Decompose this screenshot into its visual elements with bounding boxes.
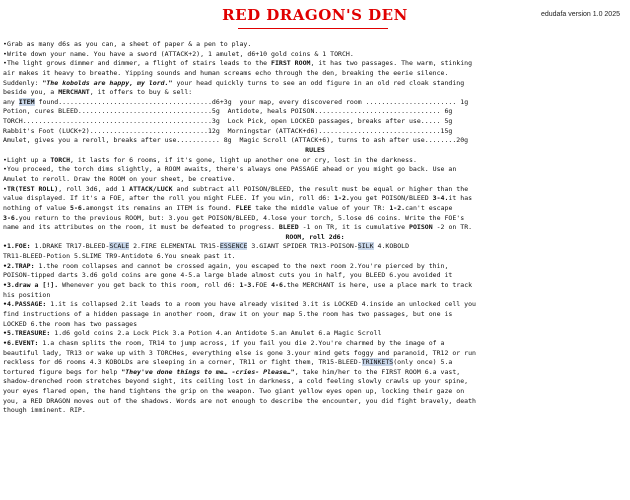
text-segment: Whenever you get back to this room, roll d6:	[58, 281, 240, 290]
text-segment: POISON-tipped darts 3.d6 gold coins are gone 4-5.a large blade almost cuts you in half, you BLEED 6.you avoided it	[3, 271, 453, 280]
text-segment: you get POISON/BLEED	[349, 194, 433, 203]
text-line	[3, 136, 627, 146]
text-line	[3, 88, 627, 98]
text-segment: it has	[448, 194, 473, 203]
highlighted-term: SCALE	[109, 242, 130, 251]
highlighted-term: SILK	[357, 242, 374, 251]
text-line	[3, 69, 627, 79]
text-segment: ATTACK/LUCK	[129, 184, 173, 193]
text-segment: beside you, a	[3, 88, 59, 97]
text-segment: •You proceed, the torch dims slightly, a ROOM awaits, there's always one PASSAGE ahead or you might go back. Use an	[3, 165, 457, 174]
text-segment: 1.it is collapsed 2.it leads to a room you have already visited 3.it is LOCKED 4.inside an unlocked cell you	[46, 300, 476, 309]
text-line	[3, 387, 627, 397]
text-line	[3, 406, 627, 416]
text-segment: TORCH................................................3g Lock Pick, open LOCKED passages, breaks after use..... 5g	[3, 117, 453, 126]
text-segment: , it has two passages. The warm, stinking	[310, 59, 473, 68]
text-segment: •5.TREASURE:	[3, 329, 51, 338]
text-segment: you return to the previous ROOM, but: 3.you get POISON/BLEED, 4.lose your torch, 5.lose d6 coins. Write the FOE's	[18, 213, 465, 222]
text-line	[3, 339, 627, 349]
text-segment: "They've done things to me… -cries- Please…"	[121, 367, 295, 376]
text-line	[3, 146, 627, 156]
text-segment: reckless for d6 rooms 4.3 KOBOLDs are sleeping in a corner, TR11 or fight them, TR15-BLEED-	[3, 358, 362, 367]
text-line	[3, 175, 627, 185]
text-segment: 3-6.	[3, 213, 19, 222]
text-segment: "The kobolds are happy, my lord."	[42, 78, 173, 87]
text-segment: 4-6.	[271, 281, 287, 290]
text-segment: MERCHANT	[58, 88, 90, 97]
text-line	[3, 329, 627, 339]
title-underline	[238, 28, 388, 29]
text-segment: •3.draw a [!].	[3, 281, 59, 290]
text-line	[3, 271, 627, 281]
text-segment: •4.PASSAGE:	[3, 300, 47, 309]
text-line	[3, 214, 627, 224]
text-segment: your head quickly turns to see an odd figure in an old red cloak standing	[172, 78, 465, 87]
text-segment: Potion, cures BLEED..................................5g Antidote, heals POISON................................ 6g	[3, 107, 453, 116]
text-line	[3, 194, 627, 204]
text-segment: •6.EVENT:	[3, 338, 39, 347]
text-segment: air makes it heavy to breathe. Yipping sounds and human screams echo through the den, breaking the eerie silence.	[3, 68, 449, 77]
text-segment: 3-4.	[432, 194, 449, 203]
text-segment: •Write down your name. You have a sword (ATTACK+2), 1 amulet, d6+10 gold coins & 1 TORCH.	[3, 49, 354, 58]
text-segment: •2.TRAP:	[3, 261, 35, 270]
text-segment: LOCKED 6.the room has two passages	[3, 319, 138, 328]
version-label: edudafa version 1.0 2025	[540, 11, 620, 18]
text-segment: TR(TEST ROLL)	[6, 184, 59, 193]
text-segment: TR11-BLEED-Potion 5.SLIME TR9-Antidote 6.You sneak past it.	[3, 252, 236, 261]
text-segment: you, a RED DRAGON moves out of the shadows. Words are not enough to describe the encounter, you did fight bravely, death	[3, 396, 476, 405]
text-segment: Amulet, gives you a reroll, breaks after use........... 8g Magic Scroll (ATTACK+6), turns to ash after use........20g	[3, 136, 469, 145]
text-segment: take the middle value of your TR:	[251, 203, 390, 212]
text-line	[3, 98, 627, 108]
text-segment: your eyes flared open, the hand tightens the grip on the weapon. Two giant yellow eyes open up, locking their gaze on	[3, 387, 465, 396]
text-line	[3, 242, 627, 252]
text-line	[3, 223, 627, 233]
text-segment: POISON	[409, 223, 433, 232]
text-segment: •The light grows dimmer and dimmer, a flight of stairs leads to the	[3, 59, 272, 68]
text-segment: find instructions of a hidden passage in another room, draw it on your map 5.the room has two passages, but one is	[3, 309, 453, 318]
text-line	[3, 127, 627, 137]
text-line	[3, 79, 627, 89]
text-segment: (only once) 5.a	[393, 358, 453, 367]
text-segment: can't escape	[405, 203, 453, 212]
text-segment: 1.DRAKE TR17-BLEED-	[30, 242, 110, 251]
text-line	[3, 252, 627, 262]
text-line	[3, 107, 627, 117]
highlighted-term: ESSENCE	[219, 242, 248, 251]
text-segment: 4.KOBOLD	[373, 242, 410, 251]
text-segment: FIRST ROOM	[271, 59, 311, 68]
text-line	[3, 40, 627, 50]
text-segment: 1.d6 gold coins 2.a Lock Pick 3.a Potion 4.an Antidote 5.an Amulet 6.a Magic Scroll	[50, 329, 382, 338]
text-segment: •Light up a	[3, 155, 51, 164]
highlighted-term: ITEM	[18, 97, 35, 106]
text-segment: FLEE	[235, 203, 252, 212]
text-segment: amongst its remains an ITEM is found.	[85, 203, 236, 212]
text-segment: Amulet to reroll. Draw the ROOM on your sheet, be creative.	[3, 174, 236, 183]
text-line	[3, 320, 627, 330]
text-line	[3, 377, 627, 387]
text-segment: found.......................................d6+3g your map, every discovered room ....................... 1g	[34, 97, 469, 106]
text-segment: and subtract all POISON/BLEED, the result must be equal or higher than the	[172, 184, 469, 193]
text-line	[3, 59, 627, 69]
text-segment: the MERCHANT is here, use a place mark to track	[286, 281, 473, 290]
text-segment: tortured figure begs for help	[3, 367, 122, 376]
text-segment: though imminent. RIP.	[3, 406, 86, 415]
text-line	[3, 233, 627, 243]
text-line	[3, 281, 627, 291]
text-line	[3, 185, 627, 195]
text-line	[3, 165, 627, 175]
text-segment: •Grab as many d6s as you can, a sheet of paper & a pen to play.	[3, 40, 252, 48]
text-segment: BLEED	[278, 223, 299, 232]
text-segment: any	[3, 97, 19, 106]
text-segment: , it lasts for 6 rooms, if it's gone, light up another one or cry, lost in the darkness.	[70, 155, 417, 164]
rules-body	[3, 40, 627, 416]
text-line	[3, 291, 627, 301]
text-line	[3, 368, 627, 378]
text-segment: value displayed. If it's a FOE, after the roll you might FLEE. If you win, roll d6:	[3, 194, 335, 203]
text-segment: his position	[3, 290, 51, 299]
text-segment: 1-3.	[239, 281, 256, 290]
highlighted-term: TRINKETS	[361, 358, 394, 367]
text-segment: Rabbit's Foot (LUCK+2)..............................12g Morningstar (ATTACK+d6)...............................15g	[3, 126, 453, 135]
text-segment: FOE	[255, 281, 272, 290]
text-segment: nothing of value	[3, 203, 71, 212]
text-segment: , roll 3d6, add 1	[58, 184, 130, 193]
text-segment: -2 on TR.	[432, 223, 473, 232]
text-line	[3, 262, 627, 272]
text-segment: RULES	[305, 146, 325, 155]
text-segment: •	[3, 184, 7, 193]
text-segment: Suddenly:	[3, 78, 43, 87]
text-segment: 1-2.	[389, 203, 406, 212]
text-line	[3, 204, 627, 214]
text-line	[3, 397, 627, 407]
text-line	[3, 50, 627, 60]
text-segment: 1-2.	[334, 194, 350, 203]
text-segment: 3.GIANT SPIDER TR13-POISON-	[247, 242, 358, 251]
text-segment: 1.the room collapses and cannot be crossed again, you escaped to the next room 2.You're pierced by thin,	[34, 261, 449, 270]
text-segment: , it offers to buy & sell:	[89, 88, 193, 97]
text-line	[3, 310, 627, 320]
text-line	[3, 156, 627, 166]
text-segment: TORCH	[50, 155, 71, 164]
text-segment: -1 on TR, it is cumulative	[298, 223, 410, 232]
text-segment: ROOM, roll 2d6:	[285, 232, 345, 241]
text-segment: 1.a chasm splits the room, TR14 to jump across, if you fail you die 2.You're charmed by the image of a	[38, 338, 445, 347]
page-title-text: RED DRAGON'S DEN	[222, 6, 408, 24]
text-segment: beautiful lady, TR13 or wake up with 3 TORCHes, everything else is gone 3.your mind gets foggy and paranoid, TR12 or run	[3, 348, 476, 357]
text-segment: 5-6.	[70, 203, 86, 212]
text-segment: 2.FIRE ELEMENTAL TR15-	[129, 242, 220, 251]
text-segment: , take him/her to the FIRST ROOM 6.a vast,	[294, 367, 461, 376]
text-segment: name and its attributes on the room, it must be defeated to progress.	[3, 223, 279, 232]
text-line	[3, 117, 627, 127]
text-segment: shadow-drenched room stretches beyond sight, its ceiling lost in darkness, a cold feeling slowly crawls up your spine,	[3, 377, 469, 386]
page-title	[0, 6, 630, 24]
text-line	[3, 358, 627, 368]
text-line	[3, 349, 627, 359]
text-line	[3, 300, 627, 310]
text-segment: •1.FOE:	[3, 242, 31, 251]
